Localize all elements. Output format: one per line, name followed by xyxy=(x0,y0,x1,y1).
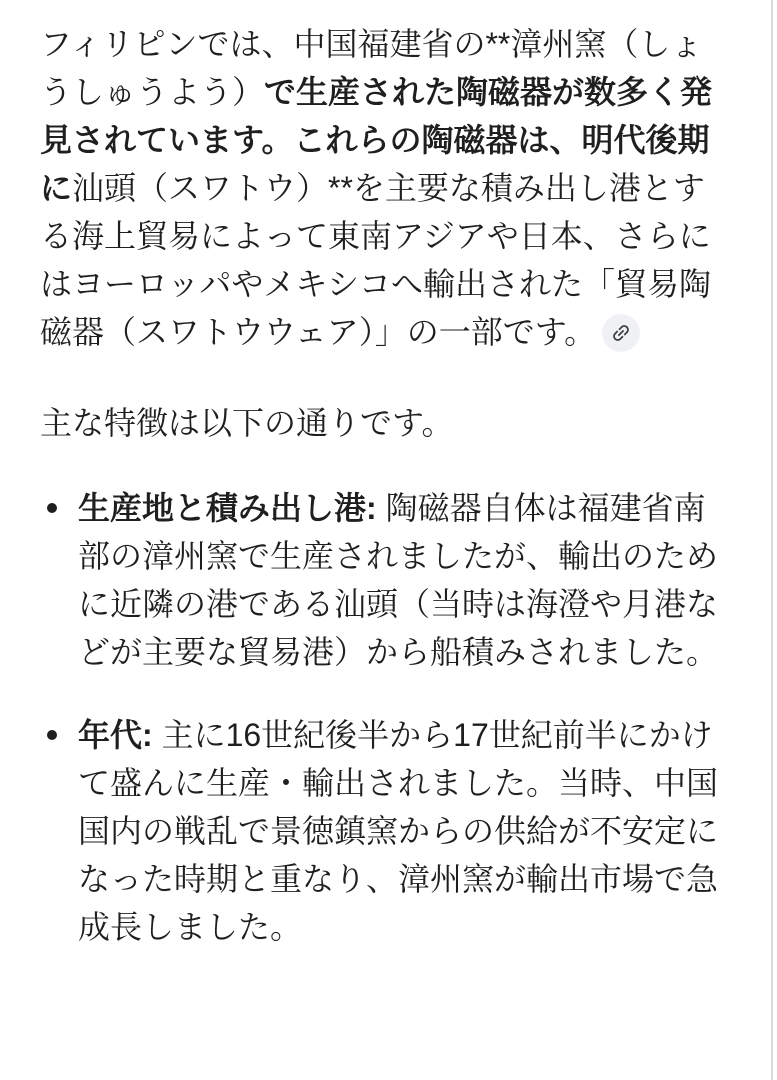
intro-paragraph xyxy=(40,20,730,356)
link-icon xyxy=(610,322,632,344)
intro-run-bold: で生産された陶磁器が数多く発見されています。これらの陶磁器は、明代後期に xyxy=(40,74,713,206)
lead-in-paragraph: 主な特徴は以下の通りです。 xyxy=(40,405,454,441)
right-edge-divider xyxy=(771,0,773,1080)
feature-list xyxy=(40,484,730,951)
intro-run-normal-2: 汕頭（スワトウ）**を主要な積み出し港とする海上貿易によって東南アジアや日本、さらにはヨーロッパやメキシコへ輸出された「貿易陶磁器（スワトウウェア）」の一部です。 xyxy=(40,170,712,350)
citation-chip[interactable] xyxy=(602,314,640,352)
bullet-label: 年代: xyxy=(78,717,153,753)
bullet-label: 生産地と積み出し港: xyxy=(78,490,377,526)
bullet-body: 主に16世紀後半から17世紀前半にかけて盛んに生産・輸出されました。当時、中国国内の戦乱で景徳鎮窯からの供給が不安定になった時期と重なり、漳州窯が輸出市場で急成長しました。 xyxy=(78,717,719,945)
bullet-body: 陶磁器自体は福建省南部の漳州窯で生産されましたが、輸出のために近隣の港である汕頭（当時は海澄や月港などが主要な貿易港）から船積みされました。 xyxy=(78,490,719,670)
list-item-production-port xyxy=(40,484,730,676)
list-item-era xyxy=(40,711,730,951)
intro-run-normal-1: フィリピンでは、中国福建省の**漳州窯（しょうしゅうよう） xyxy=(40,26,703,110)
